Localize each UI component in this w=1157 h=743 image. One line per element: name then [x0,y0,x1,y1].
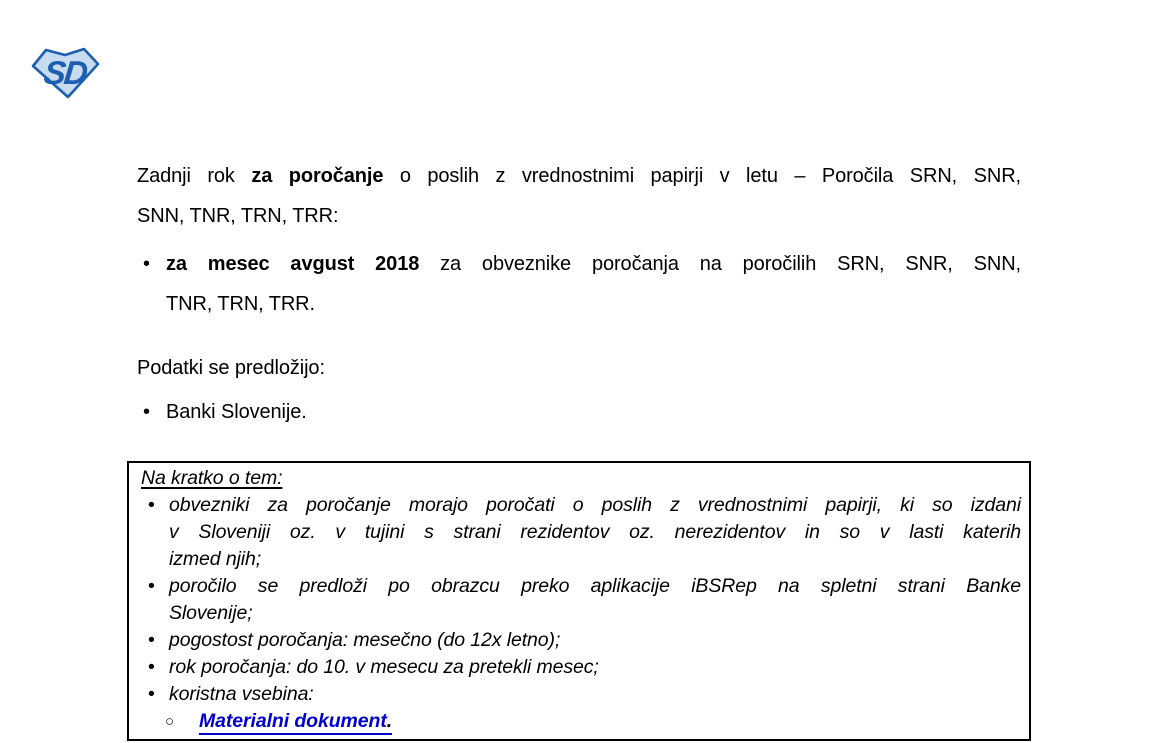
paragraph-deadline-line1 [137,156,1021,196]
bullet-dot-icon: • [148,494,155,516]
box-bullet-koristna [141,681,1021,708]
paragraph-podatki: Podatki se predložijo: [137,357,325,379]
bullet-dot-icon: • [143,401,150,423]
link-suffix-period: . [386,710,393,732]
document-body [137,156,1021,741]
material-document-linkwrap [199,710,392,735]
bullet-banki-text: Banki Slovenije. [166,401,307,423]
bullet-dot-icon: • [143,253,150,275]
bullet-dot-icon: • [148,683,155,705]
box-bullet-pogostost-text: pogostost poročanja: mesečno (do 12x letno); [169,629,561,651]
bullet-avgust-line1 [166,244,1021,284]
text-run: o poslih z vrednostnimi papirji v letu – Poročila SRN, SNR, [383,165,1021,187]
box-bullet-obvezniki [141,492,1021,573]
box-bullet-obvezniki-line2: v Sloveniji oz. v tujini s strani rezidentov oz. nerezidentov in so v lasti katerih [169,521,1021,543]
text-run-bold: za poročanje [251,165,384,187]
text-run-bold: za mesec avgust 2018 [166,253,420,275]
box-bullet-rok-text: rok poročanja: do 10. v mesecu za pretekli mesec; [169,656,599,678]
bullet-dot-icon: • [148,575,155,597]
box-bullet-obvezniki-line3: izmed njih; [169,548,262,570]
material-document-link[interactable]: Materialni dokument [199,710,387,732]
box-bullet-koristna-text: koristna vsebina: [169,683,314,705]
bullet-banki-slovenije [137,392,1021,432]
box-bullet-porocilo-line2: Slovenije; [169,602,253,624]
circle-bullet-icon: ○ [165,713,174,730]
logo-letters: SD [42,55,88,92]
bullet-dot-icon: • [148,656,155,678]
summary-box-heading [141,465,1021,492]
paragraph-deadline-line2: SNN, TNR, TRN, TRR: [137,205,339,227]
bullet-avgust-2018 [137,244,1021,324]
box-bullet-pogostost [141,627,1021,654]
summary-box-heading-text: Na kratko o tem: [141,467,283,489]
box-bullet-obvezniki-line1: obvezniki za poročanje morajo poročati o poslih z vrednostnimi papirji, ki so izdani [169,494,1021,516]
sub-bullet-material-document [141,708,1021,735]
sd-logo-shield [31,45,101,101]
sd-logo [31,45,101,101]
text-run: za obveznike poročanja na poročilih SRN, SNR, SNN, [419,253,1021,275]
box-bullet-porocilo-line1: poročilo se predloži po obrazcu preko aplikacije iBSRep na spletni strani Banke [169,575,1021,597]
text-run: Zadnji rok [137,165,252,187]
box-bullet-porocilo [141,573,1021,627]
bullet-dot-icon: • [148,629,155,651]
box-bullet-rok [141,654,1021,681]
bullet-avgust-line2: TNR, TRN, TRR. [166,293,315,315]
summary-box [127,461,1031,741]
paragraph-deadline [137,156,1021,236]
